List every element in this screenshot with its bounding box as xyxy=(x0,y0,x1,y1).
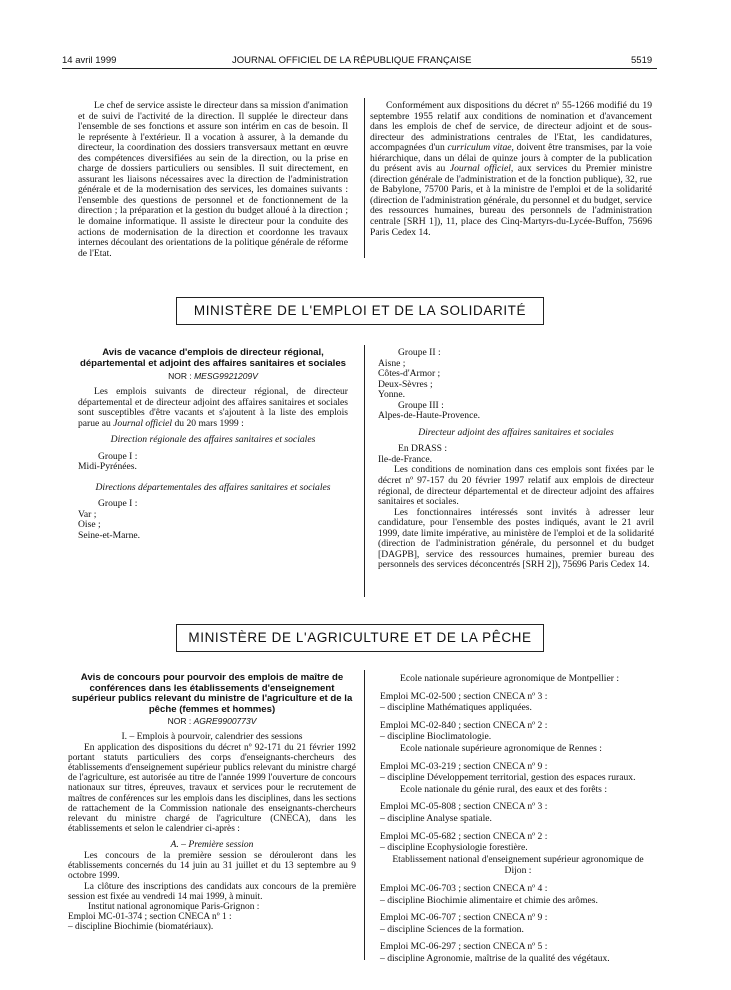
ministry1-column-divider xyxy=(364,345,365,597)
decret-paragraph: En application des dispositions du décret nº 92-171 du 21 février 1992 portant statuts particuliers des corps d'enseignants-chercheurs des établissements d'enseignement supérieur publics relevant du ministre chargé de l'agriculture, est autorisée au titre de l'année 1999 l'ouverture de concours nationaux sur titres, épreuves, travaux et services pour le recrutement de maîtres de conférences sur les emplois dans les disciplines, dans les sections de rattachement de la Commission nationale des enseignants-chercheurs relevant du ministre chargé de l'agriculture (CNECA), dans les établissements et selon le calendrier ci-après : xyxy=(68,742,356,835)
avis-concours-title: Avis de concours pour pourvoir des emplois de maître de conférences dans les établissements d'enseignement supérieur publics relevant du ministre de l'agriculture et de la pêche (femmes et hommes) xyxy=(71,672,353,715)
directeur-adjoint-heading: Directeur adjoint des affaires sanitaires et sociales xyxy=(418,426,614,438)
emploi-mc-06-707: Emploi MC-06-707 ; section CNECA nº 9 : xyxy=(380,912,548,924)
session-dates-paragraph: Les concours de la première session se dérouleront dans les établissements concernés du 14 juin au 31 juillet et du 13 septembre au 9 octobre 1999. xyxy=(68,850,356,882)
discipline-biochimie: – discipline Biochimie (biomatériaux). xyxy=(68,922,214,933)
dept-oise: Oise ; xyxy=(78,519,101,531)
en-drass-label: En DRASS : xyxy=(398,443,448,455)
avis-vacance-intro: Les emplois suivants de directeur régional, de directeur départemental et de directeur adjoint des affaires sanitaires et sociales sont susceptibles d'être vacants et s'ajoutent à la liste des emplois parue au Journal officiel du 20 mars 1999 : xyxy=(78,386,348,429)
region-ile-de-france: Ile-de-France. xyxy=(378,453,433,465)
nor-reference-agri: NOR : AGRE9900773V xyxy=(167,716,257,726)
conditions-nomination-paragraph: Les conditions de nomination dans ces emplois sont fixées par le décret nº 97-157 du 20 février 1997 relatif aux emplois de directeur régional, de directeur départemental et de directeur adjoint des affaires sanitaires et sociales. xyxy=(378,464,654,508)
ministry-emploi-solidarite-heading: MINISTÈRE DE L'EMPLOI ET DE LA SOLIDARITÉ xyxy=(176,297,544,325)
regional-direction-heading: Direction régionale des affaires sanitaires et sociales xyxy=(110,434,316,446)
groupe-iii-label: Groupe III : xyxy=(398,399,444,411)
groupe-ii-label: Groupe II : xyxy=(398,347,441,358)
ministry2-left-column xyxy=(68,673,356,933)
header-date: 14 avril 1999 xyxy=(62,55,117,66)
emploi-mc-02-840: Emploi MC-02-840 ; section CNECA nº 2 : xyxy=(380,719,548,731)
institution-rennes: Ecole nationale supérieure agronomique de Rennes : xyxy=(400,742,602,754)
discipline-agronomie: – discipline Agronomie, maîtrise de la qualité des végétaux. xyxy=(380,952,610,964)
institution-dijon: Etablissement national d'enseignement supérieur agronomique de Dijon : xyxy=(392,853,644,877)
premiere-session-heading: A. – Première session xyxy=(170,839,254,851)
discipline-bioclimatologie: – discipline Bioclimatologie. xyxy=(380,731,492,743)
institution-montpellier: Ecole nationale supérieure agronomique de Montpellier : xyxy=(400,673,619,684)
dept-alpes-haute-provence: Alpes-de-Haute-Provence. xyxy=(378,410,481,422)
discipline-ecophysiologie: – discipline Ecophysiologie forestière. xyxy=(380,842,528,854)
top-column-divider xyxy=(364,98,365,258)
discipline-sciences-formation: – discipline Sciences de la formation. xyxy=(380,923,524,935)
emploi-mc-02-500: Emploi MC-02-500 ; section CNECA nº 3 : xyxy=(380,690,548,702)
ministry1-right-column xyxy=(378,348,654,571)
groupe-i-dept-label: Groupe I : xyxy=(98,498,138,510)
emploi-mc-05-808: Emploi MC-05-808 ; section CNECA nº 3 : xyxy=(380,801,548,813)
emploi-mc-03-219: Emploi MC-03-219 ; section CNECA nº 9 : xyxy=(380,760,548,772)
chef-service-paragraph: Le chef de service assiste le directeur dans sa mission d'animation et de suivi de l'activité de la direction. Il supplée le directeur dans l'ensemble de ses fonctions et assure son intérim en cas de besoin. Il le représente à l'extérieur. Il a vocation à assurer, à la demande du directeur, la coordination des dossiers transversaux mettant en œuvre des compétences diversifiées au sein de la direction, ou la prise en charge de dossiers particuliers ou sensibles. Il suit directement, en assurant les liaisons nécessaires avec la direction de l'administration générale et de la modernisation des services, les domaines suivants : l'ensemble des questions de personnel et de fonctionnement de la direction ; la préparation et la gestion du budget alloué à la direction ; le domaine informatique. Il assiste le directeur pour la conduite des actions de modernisation de la direction et coordonne les travaux internes découlant des orientations de la politique générale de réforme de l'Etat. xyxy=(78,100,348,259)
dept-aisne: Aisne ; xyxy=(378,357,406,369)
ministry2-right-column xyxy=(380,673,656,964)
dept-var: Var ; xyxy=(78,508,97,520)
fonctionnaires-paragraph: Les fonctionnaires intéressés sont invités à adresser leur candidature, pour l'ensemble des postes indiqués, avant le 21 avril 1999, date limite impérative, au ministère de l'emploi et de la solidarité (direction de l'administration générale, du personnel et du budget [DAGPB], service des ressources humaines, premier bureau des personnels des services déconcentrés [SRH 2]), 75696 Paris Cedex 14. xyxy=(378,506,654,571)
ministry1-left-column xyxy=(78,348,348,542)
discipline-biochimie-alimentaire: – discipline Biochimie alimentaire et chimie des arômes. xyxy=(380,894,598,906)
institution-genie-rural: Ecole nationale du génie rural, des eaux et des forêts : xyxy=(400,783,607,795)
ministry2-column-divider xyxy=(364,670,365,960)
departmental-directions-heading: Directions départementales des affaires sanitaires et sociales xyxy=(95,481,331,493)
dept-seine-et-marne: Seine-et-Marne. xyxy=(78,530,141,542)
dept-yonne: Yonne. xyxy=(378,389,406,401)
avis-vacance-title: Avis de vacance d'emplois de directeur régional, départemental et adjoint des affaires sanitaires et sociales xyxy=(79,347,347,369)
emploi-mc-01-374: Emploi MC-01-374 ; section CNECA nº 1 : xyxy=(68,912,232,923)
dept-deux-sevres: Deux-Sèvres ; xyxy=(378,378,433,390)
dept-cotes-darmor: Côtes-d'Armor ; xyxy=(378,368,441,380)
institution-paris-grignon: Institut national agronomique Paris-Grignon : xyxy=(88,901,260,912)
emploi-mc-05-682: Emploi MC-05-682 ; section CNECA nº 2 : xyxy=(380,830,548,842)
candidatures-paragraph: Conformément aux dispositions du décret nº 55-1266 modifié du 19 septembre 1955 relatif aux conditions de nomination et d'avancement dans les emplois de chef de service, de directeur adjoint et de sous-directeur des administrations centrales de l'Etat, les candidatures, accompagnées d'un curriculum vitae, doivent être transmises, par la voie hiérarchique, dans un délai de quinze jours à compter de la publication du présent avis au Journal officiel, aux services du Premier ministre (direction générale de l'administration et de la fonction publique), 32, rue de Babylone, 75700 Paris, et à la ministre de l'emploi et de la solidarité (direction de l'administration générale, du personnel et du budget, service des ressources humaines, bureau des personnels de l'administration centrale [SRH 1]), 11, place des Cinq-Martyrs-du-Lycée-Buffon, 75696 Paris Cedex 14. xyxy=(370,100,652,238)
discipline-analyse-spatiale: – discipline Analyse spatiale. xyxy=(380,812,492,824)
header-page-number: 5519 xyxy=(631,55,653,66)
groupe-i-label: Groupe I : xyxy=(98,450,138,462)
emploi-mc-06-703: Emploi MC-06-703 ; section CNECA nº 4 : xyxy=(380,882,548,894)
nor-reference: NOR : MESG9921209V xyxy=(168,371,258,381)
discipline-mathematiques: – discipline Mathématiques appliquées. xyxy=(380,702,532,714)
ministry-agriculture-peche-heading: MINISTÈRE DE L'AGRICULTURE ET DE LA PÊCHE xyxy=(176,624,544,652)
discipline-developpement-territorial: – discipline Développement territorial, gestion des espaces ruraux. xyxy=(380,772,636,784)
region-midi-pyrenees: Midi-Pyrénées. xyxy=(78,461,137,473)
emplois-calendrier-heading: I. – Emplois à pourvoir, calendrier des sessions xyxy=(121,731,303,742)
header-journal-title: JOURNAL OFFICIEL DE LA RÉPUBLIQUE FRANÇAISE xyxy=(232,55,472,66)
emploi-mc-06-297: Emploi MC-06-297 ; section CNECA nº 5 : xyxy=(380,941,548,953)
cloture-inscriptions-paragraph: La clôture des inscriptions des candidats aux concours de la première session est fixée au vendredi 14 mai 1999, à minuit. xyxy=(68,881,356,902)
header-rule xyxy=(62,68,657,69)
